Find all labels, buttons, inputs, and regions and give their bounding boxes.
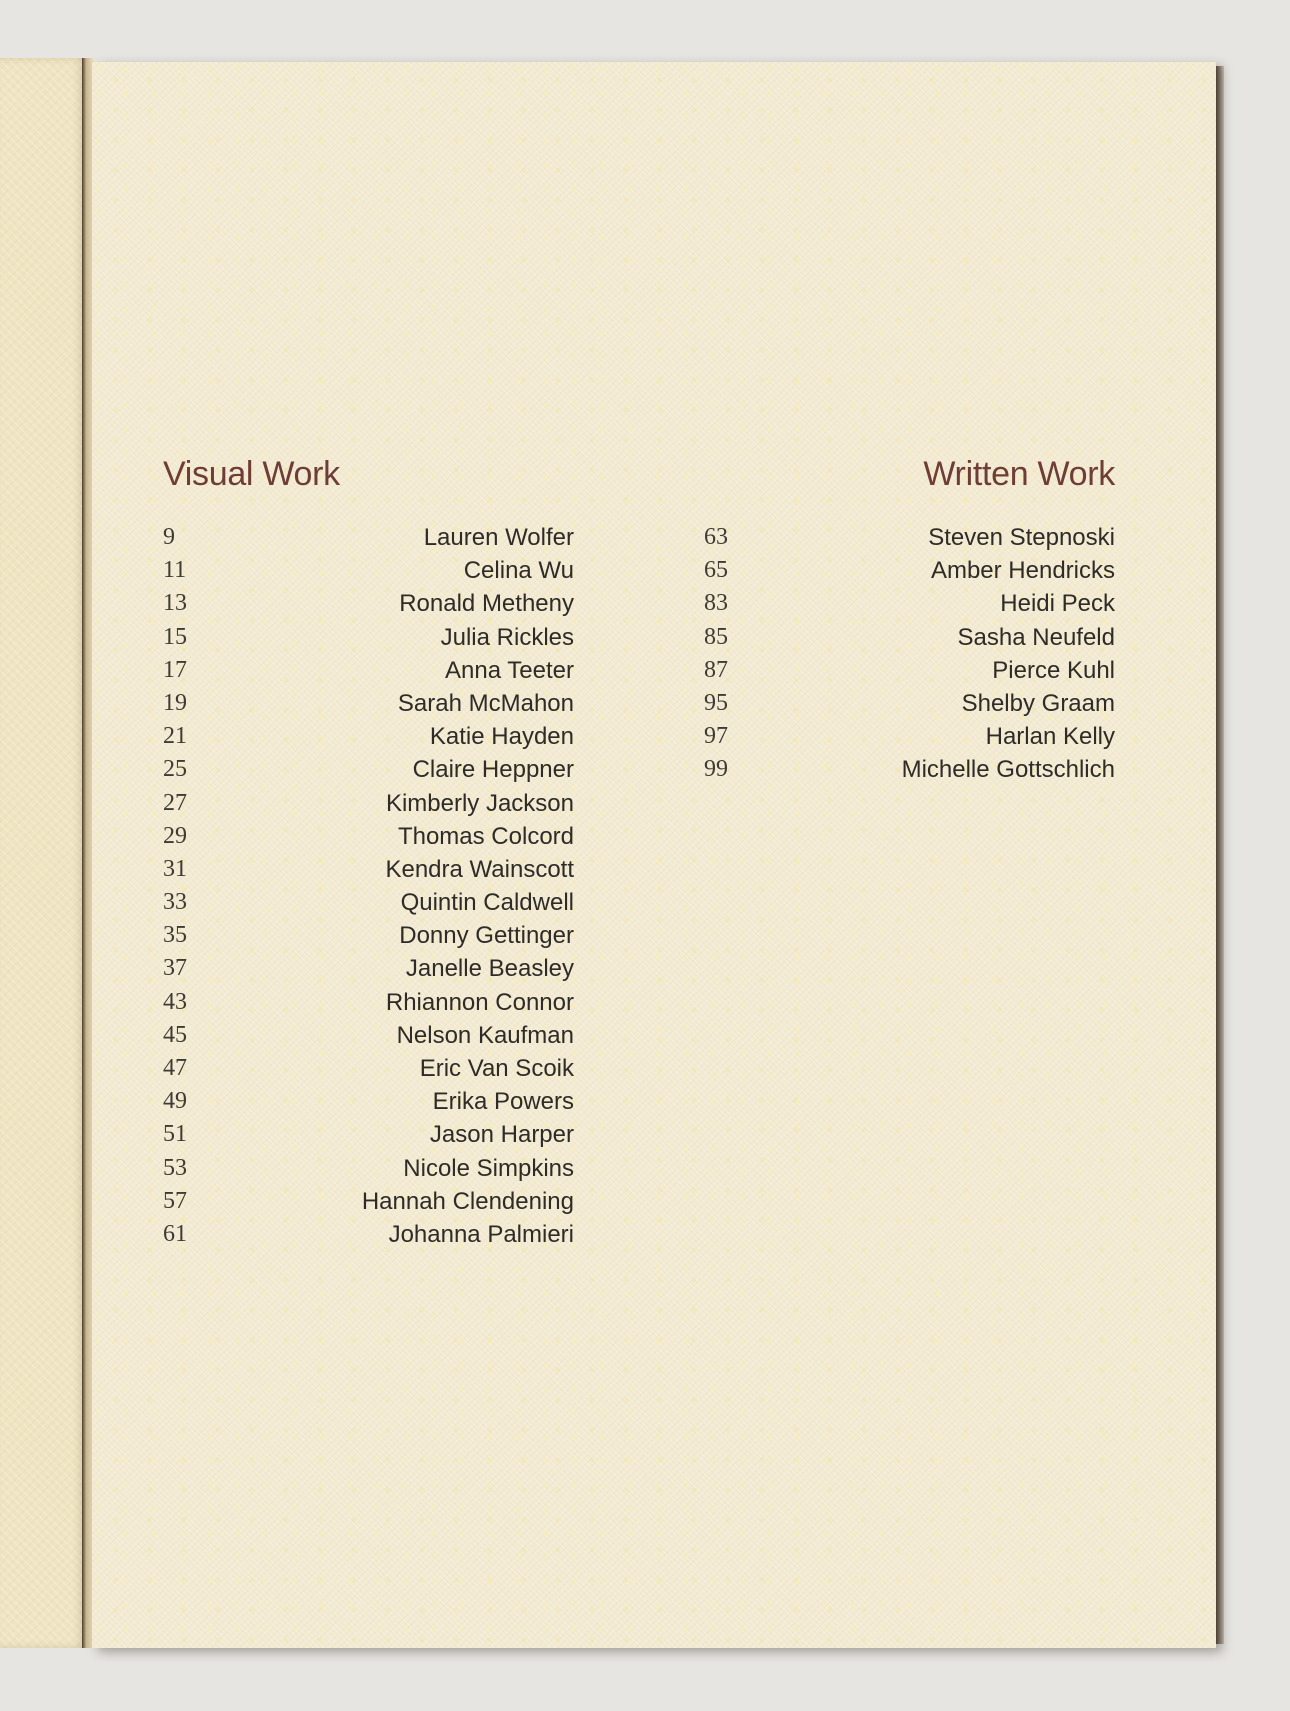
page-number: 51 — [163, 1121, 187, 1148]
page-number: 53 — [163, 1154, 187, 1181]
page-number: 63 — [704, 524, 728, 550]
page-number: 99 — [704, 756, 728, 783]
page-number: 15 — [163, 623, 187, 650]
contributor-name: Sarah McMahon — [397, 689, 574, 717]
list-item — [163, 621, 574, 654]
contributor-name: Claire Heppner — [412, 756, 574, 784]
page-number: 13 — [163, 590, 187, 617]
contributor-name: Quintin Caldwell — [400, 889, 574, 917]
page-number: 37 — [163, 955, 187, 982]
list-item — [704, 554, 1115, 587]
contributor-name: Pierce Kuhl — [992, 656, 1115, 684]
page-number: 25 — [163, 756, 187, 783]
contributor-name: Ronald Metheny — [399, 590, 574, 618]
contributor-name: Nicole Simpkins — [403, 1154, 574, 1182]
list-item — [163, 919, 574, 952]
list-item — [704, 753, 1115, 786]
list-item — [704, 687, 1115, 720]
contributor-name: Lauren Wolfer — [423, 524, 574, 551]
contributor-name: Donny Gettinger — [399, 922, 574, 950]
page-number: 45 — [163, 1021, 187, 1048]
contributor-name: Kimberly Jackson — [385, 789, 574, 817]
page-number: 47 — [163, 1055, 187, 1081]
page-number: 97 — [704, 723, 728, 750]
page-number: 83 — [704, 590, 728, 617]
page-number: 33 — [163, 889, 187, 916]
list-item — [704, 521, 1115, 554]
visual-work-heading: Visual Work — [163, 455, 340, 493]
contributor-name: Celina Wu — [463, 557, 574, 585]
list-item — [163, 1152, 574, 1185]
contributor-name: Jason Harper — [429, 1121, 574, 1149]
written-work-heading: Written Work — [923, 455, 1115, 493]
page-number: 9 — [163, 524, 175, 550]
page-number: 95 — [704, 689, 728, 716]
list-item — [163, 853, 574, 886]
page-number: 57 — [163, 1187, 187, 1214]
list-item — [163, 886, 574, 919]
list-item — [163, 820, 574, 853]
list-item — [163, 1118, 574, 1151]
list-item — [704, 587, 1115, 620]
contributor-name: Hannah Clendening — [361, 1187, 574, 1215]
left-page-edge — [0, 58, 86, 1648]
list-item — [163, 720, 574, 753]
contributor-name: Johanna Palmieri — [388, 1220, 574, 1248]
visual-work-list — [163, 521, 574, 1251]
list-item — [163, 554, 574, 587]
page-number: 65 — [704, 557, 728, 584]
page-number: 49 — [163, 1088, 187, 1115]
page-number: 85 — [704, 623, 728, 650]
list-item — [163, 753, 574, 786]
contributor-name: Thomas Colcord — [397, 822, 574, 850]
page-number: 31 — [163, 855, 187, 882]
page-number: 11 — [163, 557, 187, 584]
list-item — [163, 521, 574, 554]
contributor-name: Julia Rickles — [440, 623, 574, 651]
contributor-name: Katie Hayden — [429, 723, 574, 751]
contributor-name: Amber Hendricks — [930, 557, 1115, 585]
list-item — [704, 654, 1115, 687]
contributor-name: Kendra Wainscott — [385, 855, 574, 883]
list-item — [163, 787, 574, 820]
contributor-name: Nelson Kaufman — [396, 1021, 574, 1049]
list-item — [163, 1052, 574, 1085]
list-item — [163, 1085, 574, 1118]
list-item — [163, 1218, 574, 1251]
contributor-name: Erika Powers — [432, 1088, 574, 1116]
contributor-name: Heidi Peck — [1000, 590, 1115, 618]
contributor-name: Harlan Kelly — [985, 723, 1115, 751]
list-item — [704, 621, 1115, 654]
page-number: 35 — [163, 922, 187, 949]
list-item — [163, 1185, 574, 1218]
contributor-name: Michelle Gottschlich — [901, 756, 1115, 784]
page-number: 19 — [163, 689, 187, 716]
page-number: 29 — [163, 822, 187, 849]
list-item — [163, 654, 574, 687]
list-item — [163, 1019, 574, 1052]
page-stack-edge — [1216, 66, 1224, 1644]
page-number: 87 — [704, 656, 728, 683]
contributor-name: Janelle Beasley — [405, 955, 574, 983]
contributor-name: Rhiannon Connor — [385, 988, 574, 1016]
contributor-name: Anna Teeter — [445, 656, 574, 684]
contributor-name: Steven Stepnoski — [928, 524, 1115, 551]
list-item — [163, 952, 574, 985]
contributor-name: Eric Van Scoik — [419, 1055, 574, 1082]
contributor-name: Sasha Neufeld — [957, 623, 1115, 651]
page-number: 61 — [163, 1220, 187, 1247]
page-number: 17 — [163, 656, 187, 683]
contributor-name: Shelby Graam — [961, 689, 1115, 717]
list-item — [704, 720, 1115, 753]
list-item — [163, 587, 574, 620]
list-item — [163, 986, 574, 1019]
page-number: 27 — [163, 789, 187, 816]
page-number: 21 — [163, 723, 187, 750]
page-number: 43 — [163, 988, 187, 1015]
written-work-list — [704, 521, 1115, 787]
list-item — [163, 687, 574, 720]
